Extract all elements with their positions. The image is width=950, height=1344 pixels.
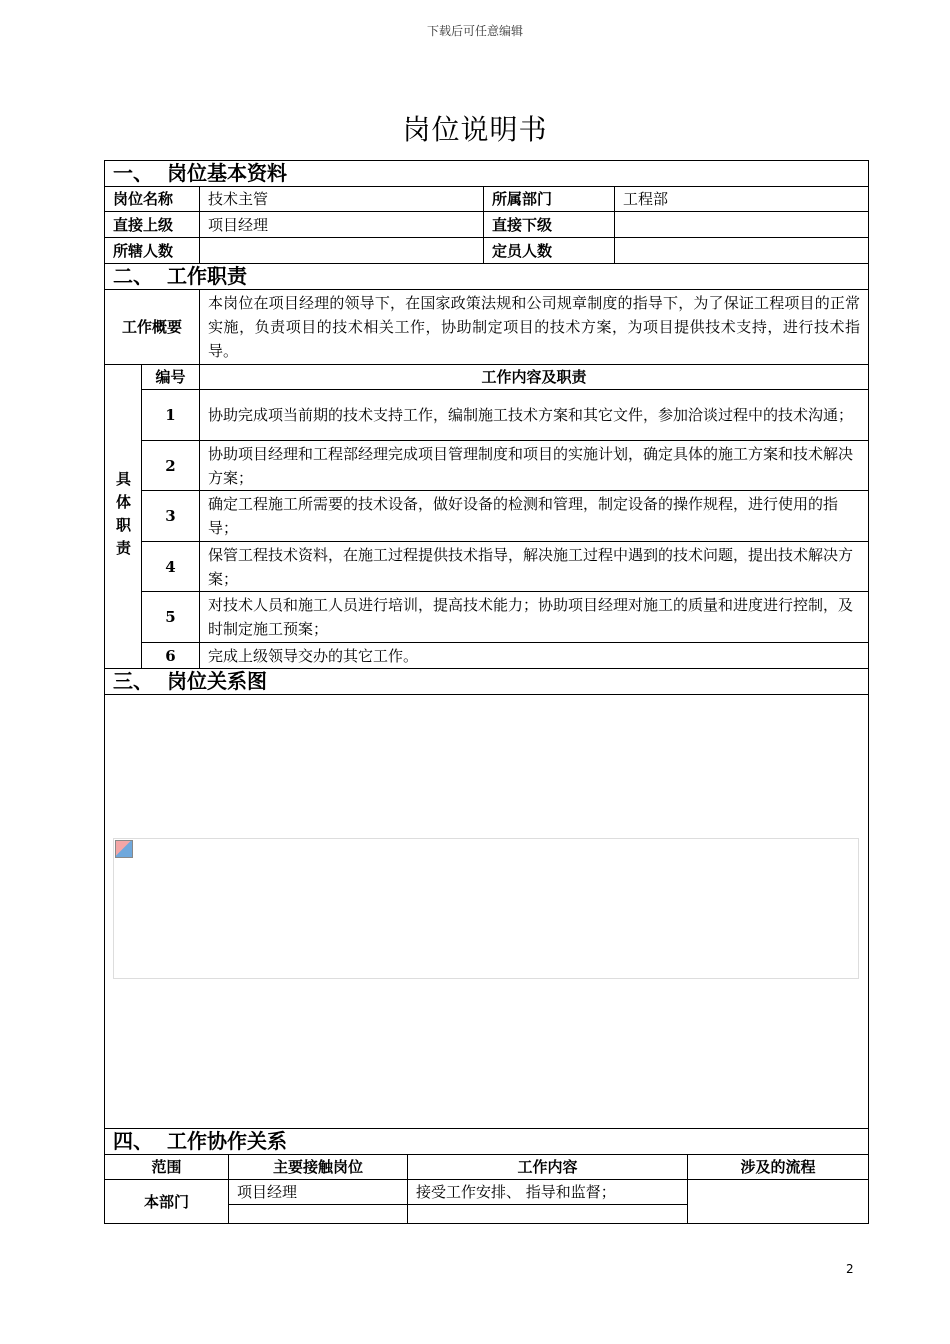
duty-number: 4 — [142, 542, 200, 592]
label-subordinate-count: 所辖人数 — [105, 238, 200, 264]
job-overview-text: 本岗位在项目经理的领导下，在国家政策法规和公司规章制度的指导下，为了保证工程项目的正常实施，负责项目的技术相关工作，协助制定项目的技术方案，为项目提供技术支持，进行技术指导。 — [200, 290, 869, 365]
label-position-name: 岗位名称 — [105, 187, 200, 212]
section-duties-heading — [105, 264, 869, 290]
section-number: 四、 — [113, 1129, 153, 1153]
process-value — [688, 1180, 869, 1224]
duty-number: 2 — [142, 441, 200, 491]
col-header-scope: 范围 — [105, 1155, 229, 1180]
info-row — [105, 212, 869, 238]
section-relation-chart-heading — [105, 669, 869, 695]
duty-number: 1 — [142, 390, 200, 441]
value-subordinate-count — [200, 238, 484, 264]
section-label: 岗位基本资料 — [167, 161, 287, 185]
section-number: 三、 — [113, 669, 153, 693]
table-row — [105, 643, 869, 669]
table-row — [105, 592, 869, 643]
duty-text: 协助项目经理和工程部经理完成项目管理制度和项目的实施计划，确定具体的施工方案和技术解决方案； — [200, 441, 869, 491]
section-number: 一、 — [113, 161, 153, 185]
table-row — [105, 542, 869, 592]
duty-text: 对技术人员和施工人员进行培训，提高技术能力；协助项目经理对施工的质量和进度进行控制，及时制定施工预案； — [200, 592, 869, 643]
col-header-process: 涉及的流程 — [688, 1155, 869, 1180]
value-department: 工程部 — [615, 187, 869, 212]
page-number: 2 — [846, 1262, 854, 1276]
table-row — [105, 1180, 869, 1205]
contact-post: 项目经理 — [229, 1180, 408, 1205]
label-direct-superior: 直接上级 — [105, 212, 200, 238]
label-job-overview: 工作概要 — [105, 290, 200, 365]
job-description-table — [104, 160, 869, 1129]
cooperation-table — [104, 1128, 869, 1224]
relation-chart-image — [113, 838, 859, 979]
duty-number: 6 — [142, 643, 200, 669]
col-header-work-content: 工作内容 — [408, 1155, 688, 1180]
header-note: 下载后可任意编辑 — [426, 24, 523, 38]
section-label: 岗位关系图 — [167, 669, 267, 693]
duty-text: 协助完成项当前期的技术支持工作，编制施工技术方案和其它文件，参加洽谈过程中的技术沟通； — [200, 390, 869, 441]
section-number: 二、 — [113, 264, 153, 288]
document-title: 岗位说明书 — [402, 113, 548, 146]
label-specific-duties: 具体职责 — [105, 365, 142, 669]
duty-text: 确定工程施工所需要的技术设备，做好设备的检测和管理，制定设备的操作规程，进行使用的指导； — [200, 491, 869, 542]
info-row — [105, 238, 869, 264]
col-header-content: 工作内容及职责 — [200, 365, 869, 390]
section-basic-info-heading — [105, 161, 869, 187]
duty-text: 保管工程技术资料，在施工过程提供技术指导，解决施工过程中遇到的技术问题，提出技术解决方案； — [200, 542, 869, 592]
info-row — [105, 187, 869, 212]
col-header-contact-post: 主要接触岗位 — [229, 1155, 408, 1180]
work-content: 接受工作安排、 指导和监督； — [408, 1180, 688, 1205]
value-direct-superior: 项目经理 — [200, 212, 484, 238]
duty-number: 5 — [142, 592, 200, 643]
col-header-number: 编号 — [142, 365, 200, 390]
work-content — [408, 1205, 688, 1224]
contact-post — [229, 1205, 408, 1224]
label-department: 所属部门 — [484, 187, 615, 212]
duty-number: 3 — [142, 491, 200, 542]
value-staff-quota — [615, 238, 869, 264]
table-row — [105, 441, 869, 491]
relation-chart-area — [105, 695, 869, 1129]
section-cooperation-heading — [105, 1129, 869, 1155]
broken-image-icon — [115, 840, 133, 858]
section-label: 工作协作关系 — [167, 1129, 287, 1153]
label-direct-subordinate: 直接下级 — [484, 212, 615, 238]
scope-value: 本部门 — [105, 1180, 229, 1224]
table-row — [105, 390, 869, 441]
label-staff-quota: 定员人数 — [484, 238, 615, 264]
duty-text: 完成上级领导交办的其它工作。 — [200, 643, 869, 669]
value-direct-subordinate — [615, 212, 869, 238]
table-row — [105, 491, 869, 542]
section-label: 工作职责 — [167, 264, 247, 288]
value-position-name: 技术主管 — [200, 187, 484, 212]
